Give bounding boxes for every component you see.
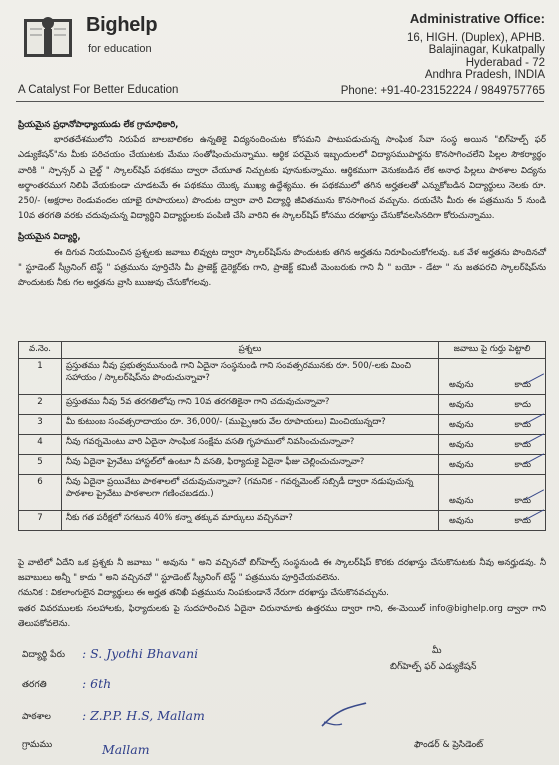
tagline: A Catalyst For Better Education <box>18 84 179 96</box>
contact-paragraph: ఇతర వివరములకు సలహాలకు, ఫిర్యాదులకు పై సుదహరించిన ఏదైనా చిరునామాకు ఉత్తరము ద్వారా గాని, ఈ-మెయిల్ info@bighelp.org ద్వారా గాని తెలుపకోవలెను. <box>18 603 546 629</box>
yes-option[interactable]: అవును <box>449 400 474 410</box>
row-number: 6 <box>19 475 62 511</box>
school-value: : Z.P.P. H.S, Mallam <box>82 708 205 723</box>
yours-label: మీ <box>432 646 442 656</box>
no-option[interactable]: కాదు <box>514 460 531 470</box>
question-text: నీవు గవర్నమెంటు వారి ఏదైనా సాంఘిక సంక్షేమ వసతి గృహములో నివసించుచున్నావా? <box>62 435 439 455</box>
address-line-1: 16, HIGH. (Duplex), APHB. <box>406 31 545 44</box>
row-number: 5 <box>19 455 62 475</box>
question-text: మీ కుటుంబ సంవత్సరాదాయం రూ. 36,000/- (ముప్పైఆరు వేల రూపాయలు) మించియున్నదా? <box>62 415 439 435</box>
signature-mark <box>318 702 368 730</box>
org-signoff: బిగ్‌హెల్ప్ ఫర్ ఎడ్యుకేషన్ <box>390 662 477 672</box>
address-line-2: Balajinagar, Kukatpally <box>428 44 545 56</box>
ineligibility-paragraph: పై వాటిలో ఏదేని ఒక ప్రశ్నకు నీ జవాబు " అవును " అని వచ్చినచో బిగ్‌హెల్ప్ సంస్థనుండి ఈ స్కాలర్‌షిప్ కొరకు దరఖాస్తు చేసుకొనుటకు నీవు అనర్హుడవు. నీ జవాబులు అన్నీ " కాదు " అని వచ్చినచో " స్టూడెంట్ స్క్రీనింగ్ టెస్ట్ " పత్రమును పూర్తిచేయవలెను. <box>18 558 546 584</box>
table-row <box>19 435 546 455</box>
answer-cell <box>439 511 546 531</box>
eligibility-table <box>18 341 546 531</box>
brand-subtitle: for education <box>88 43 152 55</box>
closing-text <box>18 556 546 632</box>
row-number: 4 <box>19 435 62 455</box>
answer-cell <box>439 415 546 435</box>
village-value: Mallam <box>102 742 150 757</box>
answer-cell <box>439 359 546 395</box>
admin-address <box>407 13 545 82</box>
question-text: ప్రస్తుతము నీవు 5వ తరగతిలోపు గాని 10వ తరగతికైనా గాని చదువుచున్నావా? <box>62 395 439 415</box>
question-text: నీకు గత పరీక్షలో సగటున 40% కన్నా తక్కువ మార్కులు వచ్చినవా? <box>62 511 439 531</box>
col-answer: జవాబు పై గుర్తు పెట్టాలి <box>439 342 546 359</box>
yes-option[interactable]: అవును <box>449 380 474 390</box>
book-logo-icon <box>18 11 78 61</box>
address-line-3: Hyderabad - 72 <box>465 56 545 69</box>
row-number: 2 <box>19 395 62 415</box>
col-questions: ప్రశ్నలు <box>62 342 439 359</box>
letter-body <box>18 118 546 291</box>
phone-numbers: Phone: +91-40-23152224 / 9849757765 <box>340 85 545 97</box>
answer-cell <box>439 475 546 511</box>
table-row <box>19 395 546 415</box>
brand-name: Bighelp <box>86 14 158 36</box>
intro-paragraph: భారతదేశములోని నిరుపేద బాలబాలికల ఉన్నతికై విద్యనందించుట కోసమని పాటుపడుచున్న సాంఘిక సేవా సంస్థ అయిన "బిగ్‌హెల్ప్ ఫర్ ఎడ్యుకేషన్"ను మీకు పరిచయం చేయుటకు మేము సంతోషించుచున్నాము. ఆర్థిక పరమైన ఇబ్బందులలో విద్యాసముపార్జను కొనసాగించలేని పిల్లల సౌకర్యార్థం వారికి " స్పాన్సర్ ఎ చైల్డ్ " స్కాలర్‌షిప్ పథకము ద్వారా చేయూత నిచ్చుటకు పూనుకున్నాము. ఆర్థికముగా వెనుకబడిన లేక అనాధ పిల్లలు పాఠశాల విద్యను అర్థాంతరముగ నిలిపి వేయకుండా చూడటమే ఈ పథకము యొక్క ముఖ్య ఉద్దేశ్యము. ఈ పథకములో తగిన అర్హతలతో ఎన్నుకోబడిన విద్యార్థులు నెలకు రూ. 250/- (అక్షరాల రెండువందల యాభై రూపాయలు) పొందుట ద్వారా వారి విద్యార్థి జీవితమును కొనసాగించ వచ్చును. దయచేసి మీరు ఈ పత్రమును 5 నుండి 10వ తరగతి వరకు చదువుచున్న విద్యార్థిని విద్యార్థులకు పంపిణి చేసి వారిని ఈ స్కాలర్‌షిప్ కోసము దరఖాస్తు చేసుకోవలసినదిగా కోరుచున్నాము. <box>18 135 546 222</box>
table-row <box>19 415 546 435</box>
no-option[interactable]: కాదు <box>514 496 531 506</box>
row-number: 3 <box>19 415 62 435</box>
salutation-headmaster: ప్రియమైన ప్రధానోపాధ్యాయుడు లేక గ్రామాధికారి, <box>18 120 179 130</box>
no-option[interactable]: కాదు <box>514 440 531 450</box>
answer-cell <box>439 455 546 475</box>
col-serial: వ.నెం. <box>19 342 62 359</box>
table-row <box>19 475 546 511</box>
row-number: 7 <box>19 511 62 531</box>
class-label: తరగతి <box>22 680 47 690</box>
question-text: నీవు ఏదైనా ప్రయివేటు పాఠశాలలో చదువుచున్నావా? (గమనిక - గవర్నమెంట్ సబ్సిడీ ద్వారా నడుపుచున్న పాఠశాల ప్రైవేటు పాఠశాలగా గణించబడదు.) <box>62 475 439 511</box>
yes-option[interactable]: అవును <box>449 496 474 506</box>
no-option[interactable]: కాదు <box>514 516 531 526</box>
table-row <box>19 511 546 531</box>
answer-cell <box>439 435 546 455</box>
row-number: 1 <box>19 359 62 395</box>
student-name-label: విద్యార్థి పేరు <box>22 650 65 660</box>
class-value: : 6th <box>82 676 112 691</box>
answer-cell <box>439 395 546 415</box>
founder-title: ఫౌండర్ & ప్రెసిడెంట్ <box>414 740 484 750</box>
header-divider <box>16 101 544 102</box>
yes-option[interactable]: అవును <box>449 516 474 526</box>
note-line: గమనిక : వికలాంగులైన విద్యార్థులు ఈ అర్హత తనిఖీ పత్రమును నింపకుండానే నేరుగా దరఖాస్తు చేసుకొనవచ్చును. <box>18 588 389 599</box>
table-row <box>19 455 546 475</box>
village-label: గ్రామము <box>22 740 53 750</box>
table-header-row <box>19 342 546 359</box>
question-text: ప్రస్తుతము నీవు ప్రభుత్వమునుండి గాని ఏదైనా సంస్థనుండి గాని సంవత్సరమునకు రూ. 500/-లకు మించి సహాయం / స్కాలర్‌షిప్‌ను పొందుచున్నావా? <box>62 359 439 395</box>
admin-title: Administrative Office: <box>409 11 545 26</box>
student-name-value: : S. Jyothi Bhavani <box>82 646 199 661</box>
no-option[interactable]: కాదు <box>514 420 531 430</box>
no-option[interactable]: కాదు <box>514 400 531 410</box>
salutation-student: ప్రియమైన విద్యార్థి, <box>18 232 81 243</box>
table-row <box>19 359 546 395</box>
school-label: పాఠశాల <box>22 712 51 722</box>
yes-option[interactable]: అవును <box>449 440 474 450</box>
student-paragraph: ఈ దిగువ నియమించిన ప్రశ్నలకు జవాబు లివ్వుట ద్వారా స్కాలర్‌షిప్‌ను పొందుటకు తగిన అర్హతను నిరూపించుకోగలవు. ఒక వేళ అర్హతను పొందినచో " స్టూడెంట్ స్క్రీనింగ్ టెస్ట్ " పత్రమును పూర్తిచేసి మీ ప్రాజెక్ట్ డైరెక్టర్‌కు గాని, ప్రాజెక్ట్ కమిటీ మెంబరుకు గాని నీ " బయో - డేటా " ను జతపరచి స్కాలర్‌షిప్‌ను పొందుటకు నీకు గల అర్హతను వ్రాసి ఋజువు చేసుకోగలవు. <box>18 247 546 289</box>
question-text: నీవు ఏదైనా ప్రైవేటు హాస్టల్‌లో ఉంటూ నీ వసతి, ఫిర్యాదుకై ఏదైనా ఫీజు చెల్లించుచున్నావా? <box>62 455 439 475</box>
letterhead <box>0 0 559 100</box>
yes-option[interactable]: అవును <box>449 460 474 470</box>
address-line-4: Andhra Pradesh, INDIA <box>424 69 545 81</box>
yes-option[interactable]: అవును <box>449 420 474 430</box>
no-option[interactable]: కాదు <box>514 380 531 390</box>
